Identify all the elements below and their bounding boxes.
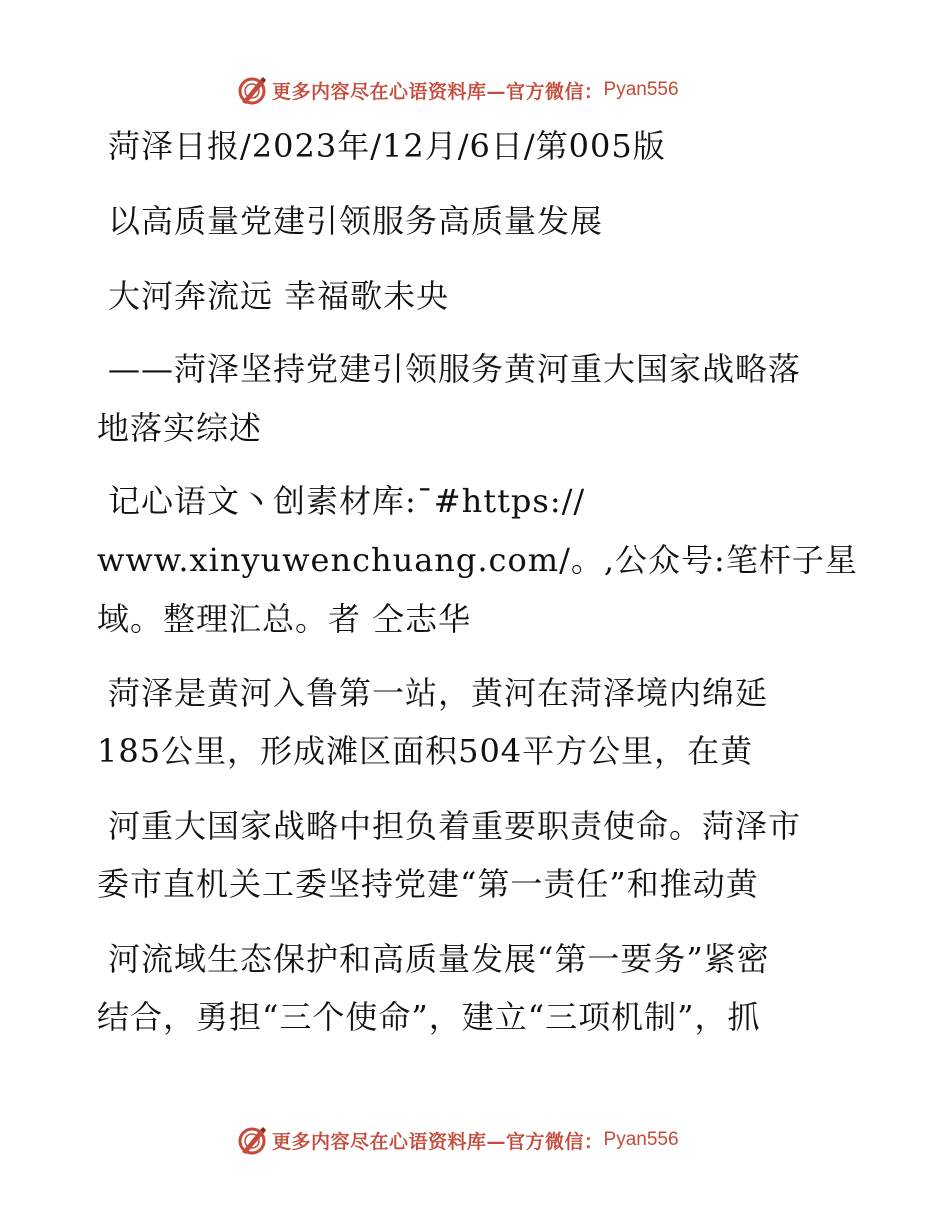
- header-banner-text: 更多内容尽在心语资料库—官方微信：: [272, 80, 604, 103]
- body-line-5: 河流域生态保护和高质量发展“第一要务”紧密: [108, 940, 770, 978]
- body-line-3: 河重大国家战略中担负着重要职责使命。菏泽市: [108, 807, 802, 845]
- footer-banner: [236, 1123, 679, 1157]
- source-line-1: 记心语文丶创素材库:¯#https://: [108, 482, 586, 520]
- footer-banner-text: 更多内容尽在心语资料库—官方微信：: [272, 1130, 604, 1153]
- body-line-4: 委市直机关工委坚持党建“第一责任”和推动黄: [97, 865, 759, 903]
- article-dateline: 菏泽日报/2023年/12月/6日/第005版: [108, 127, 666, 165]
- pen-logo-icon: [236, 1124, 268, 1156]
- article-subheadline-line-1: ——菏泽坚持党建引领服务黄河重大国家战略落: [108, 350, 802, 388]
- source-line-2: www.xinyuwenchuang.com/。,公众号:笔杆子星: [97, 541, 858, 579]
- header-wechat-id: Pyan556: [603, 79, 679, 100]
- article-subheadline-line-2: 地落实综述: [97, 409, 263, 447]
- footer-wechat-id: Pyan556: [603, 1129, 679, 1150]
- pen-logo-icon: [236, 74, 268, 106]
- body-line-1: 菏泽是黄河入鲁第一站，黄河在菏泽境内绵延: [108, 674, 769, 712]
- body-line-6: 结合，勇担“三个使命”，建立“三项机制”，抓: [97, 998, 761, 1036]
- source-line-3: 域。整理汇总。者 仝志华: [97, 600, 472, 638]
- article-kicker: 以高质量党建引领服务高质量发展: [108, 202, 604, 240]
- body-line-2: 185公里，形成滩区面积504平方公里，在黄: [97, 732, 754, 770]
- article-headline: 大河奔流远 幸福歌未央: [108, 277, 450, 315]
- header-banner: [236, 73, 679, 107]
